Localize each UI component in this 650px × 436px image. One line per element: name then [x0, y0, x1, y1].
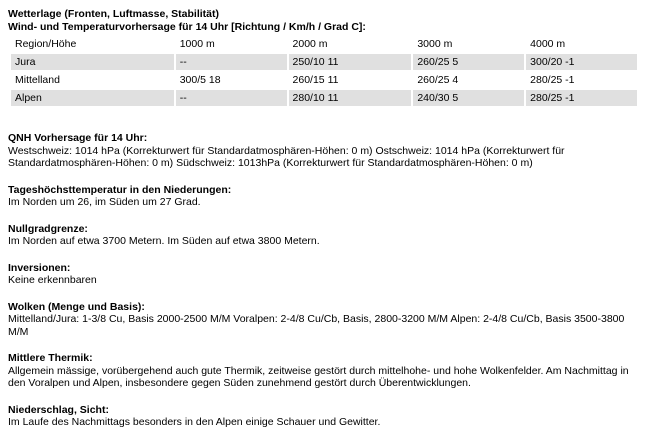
column-header-2000m: 2000 m — [292, 37, 328, 50]
table-cell-region: Alpen — [11, 90, 174, 106]
table-cell: 260/15 11 — [292, 73, 339, 86]
table-row-mittelland — [11, 72, 637, 88]
table-header-row — [11, 36, 637, 52]
table-cell-region: Mittelland — [15, 73, 60, 86]
section-title: Mittlere Thermik: — [8, 352, 93, 364]
section-title: Wolken (Menge und Basis): — [8, 300, 145, 313]
table-cell-region: Jura — [11, 54, 174, 70]
section-title: Nullgradgrenze: — [8, 222, 88, 235]
table-cell: 260/25 5 — [413, 54, 524, 70]
table-cell: 280/10 11 — [289, 90, 412, 106]
table-cell: -- — [176, 90, 287, 106]
clouds-section — [8, 301, 650, 339]
table-row-alpen — [11, 90, 637, 106]
table-cell: 300/20 -1 — [526, 54, 637, 70]
section-title: Niederschlag, Sicht: — [8, 403, 109, 416]
section-text: Westschweiz: 1014 hPa (Korrekturwert für Standardatmosphären-Höhen: 0 m) Ostschweiz: 1014 hPa (Korrekturwert für Standardatmosphären-Höhen: 0 m) Südschweiz: 1013hPa (Korrekturwert für Standardatmosphären-Höhen: 0 m) — [8, 144, 565, 169]
section-text: Im Norden um 26, im Süden um 27 Grad. — [8, 196, 201, 208]
section-text: Im Norden auf etwa 3700 Metern. Im Süden auf etwa 3800 Metern. — [8, 235, 320, 247]
table-cell: 280/25 -1 — [526, 90, 637, 106]
section-text: Mittelland/Jura: 1-3/8 Cu, Basis 2000-2500 M/M Voralpen: 2-4/8 Cu/Cb, Basis, 2800-3200 M/M Alpen: 2-4/8 Cu/Cb, Basis 3500-3800 M/M — [8, 313, 625, 338]
table-cell: 280/25 -1 — [530, 73, 575, 86]
table-cell: 240/30 5 — [413, 90, 524, 106]
wind-temperature-heading: Wind- und Temperaturvorhersage für 14 Uhr [Richtung / Km/h / Grad C]: — [8, 20, 366, 33]
precipitation-visibility-section — [8, 404, 650, 429]
table-row-jura — [11, 54, 637, 70]
table-cell: -- — [176, 54, 287, 70]
weather-situation-heading: Wetterlage (Fronten, Luftmasse, Stabilität) — [8, 8, 219, 20]
column-header-1000m: 1000 m — [179, 37, 215, 50]
table-cell: 250/10 11 — [289, 54, 412, 70]
column-header-3000m: 3000 m — [417, 37, 453, 50]
section-text: Keine erkennbaren — [8, 274, 97, 286]
inversions-section — [8, 262, 650, 287]
column-header-region: Region/Höhe — [15, 37, 77, 50]
qnh-section — [8, 132, 650, 170]
column-header-4000m: 4000 m — [530, 37, 566, 50]
freezing-level-section — [8, 223, 650, 248]
max-temperature-section — [8, 184, 650, 209]
table-cell: 260/25 4 — [417, 73, 459, 86]
wind-temperature-table — [9, 34, 639, 108]
thermals-section — [8, 352, 650, 390]
section-title: Tageshöchsttemperatur in den Niederungen: — [8, 183, 232, 196]
section-text: Im Laufe des Nachmittags besonders in den Alpen einige Schauer und Gewitter. — [8, 416, 381, 428]
section-title: Inversionen: — [8, 261, 71, 274]
section-title: QNH Vorhersage für 14 Uhr: — [8, 132, 148, 144]
table-cell: 300/5 18 — [179, 73, 221, 86]
section-text: Allgemein mässige, vorübergehend auch gute Thermik, zeitweise gestört durch mittelhohe- und hohe Wolkenfelder. Am Nachmittag in den Voralpen und Alpen, insbesondere gegen Süden zunehmend gestört durch Überentwicklungen. — [8, 364, 629, 389]
